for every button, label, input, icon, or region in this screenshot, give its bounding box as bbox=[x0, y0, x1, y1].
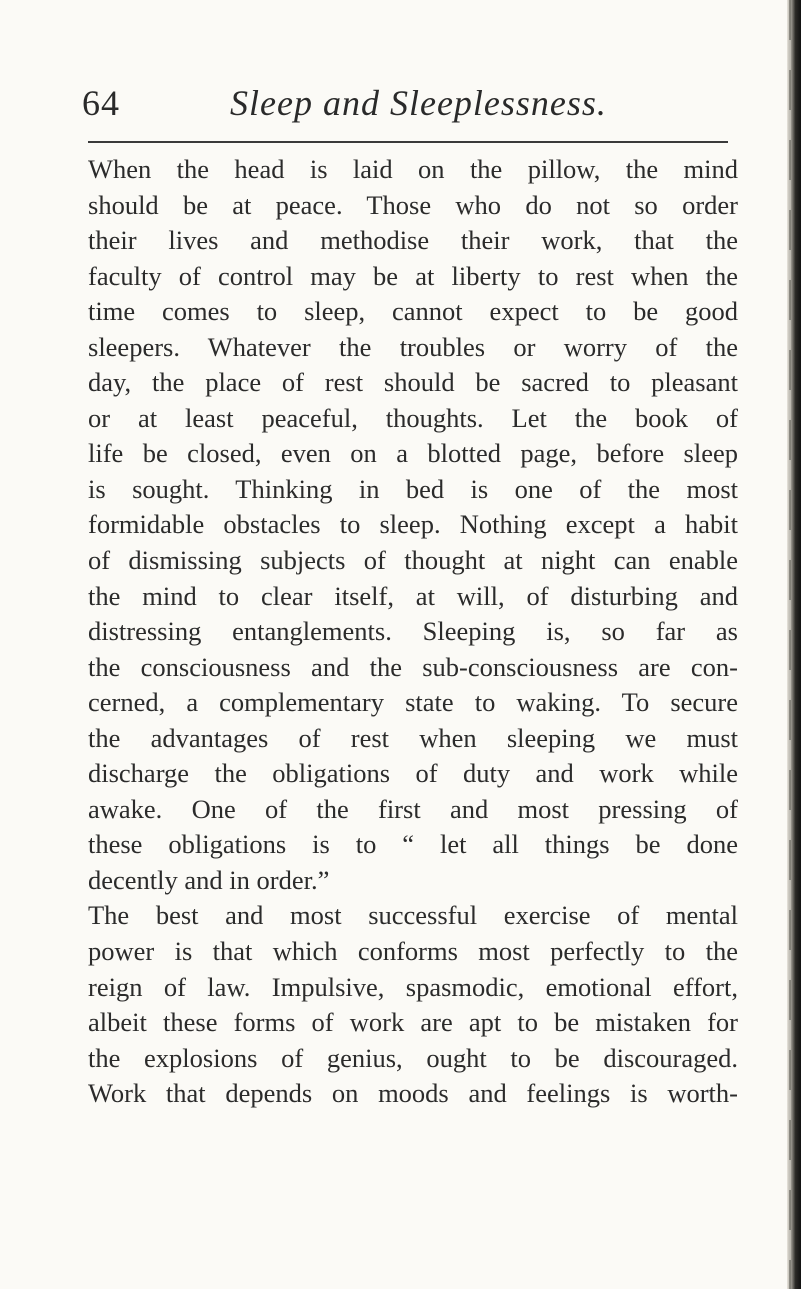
running-head bbox=[82, 82, 732, 132]
text-line: cerned, a complementary state to waking. To secure bbox=[88, 687, 738, 718]
running-title: Sleep and Sleeplessness. bbox=[230, 83, 607, 123]
text-line: The best and most successful exercise of mental bbox=[88, 900, 738, 931]
text-line: the consciousness and the sub-consciousness are con- bbox=[88, 651, 738, 682]
body-text bbox=[88, 152, 738, 1112]
text-line: discharge the obligations of duty and work while bbox=[88, 758, 738, 789]
text-line: the advantages of rest when sleeping we must bbox=[88, 722, 738, 753]
text-line: albeit these forms of work are apt to be mistaken for bbox=[88, 1007, 738, 1038]
text-line: awake. One of the first and most pressing of bbox=[88, 793, 738, 824]
text-line: these obligations is to “ let all things be done bbox=[88, 829, 738, 860]
text-line: power is that which conforms most perfectly to the bbox=[88, 936, 738, 967]
text-line: distressing entanglements. Sleeping is, so far as bbox=[88, 616, 738, 647]
text-line: When the head is laid on the pillow, the mind bbox=[88, 154, 738, 184]
text-line: Work that depends on moods and feelings is worth- bbox=[88, 1078, 738, 1109]
text-line: or at least peaceful, thoughts. Let the book of bbox=[88, 402, 738, 433]
text-line: time comes to sleep, cannot expect to be good bbox=[88, 296, 738, 327]
text-line: formidable obstacles to sleep. Nothing except a habit bbox=[88, 509, 738, 540]
text-line: the explosions of genius, ought to be discouraged. bbox=[88, 1042, 738, 1073]
page-number: 64 bbox=[82, 83, 120, 123]
text-line: is sought. Thinking in bed is one of the most bbox=[88, 473, 738, 504]
text-line: should be at peace. Those who do not so order bbox=[88, 189, 738, 220]
text-line: life be closed, even on a blotted page, before sleep bbox=[88, 438, 738, 469]
text-line: the mind to clear itself, at will, of disturbing and bbox=[88, 580, 738, 611]
text-line: reign of law. Impulsive, spasmodic, emotional effort, bbox=[88, 971, 738, 1002]
header-rule bbox=[88, 141, 728, 143]
page-edge-shadow bbox=[787, 0, 801, 1289]
text-line: faculty of control may be at liberty to rest when the bbox=[88, 260, 738, 291]
text-line: decently and in order.” bbox=[88, 864, 330, 895]
text-line: their lives and methodise their work, that the bbox=[88, 225, 738, 256]
text-line: sleepers. Whatever the troubles or worry of the bbox=[88, 331, 738, 362]
text-line: day, the place of rest should be sacred to pleasant bbox=[88, 367, 738, 398]
text-line: of dismissing subjects of thought at night can enable bbox=[88, 545, 738, 576]
